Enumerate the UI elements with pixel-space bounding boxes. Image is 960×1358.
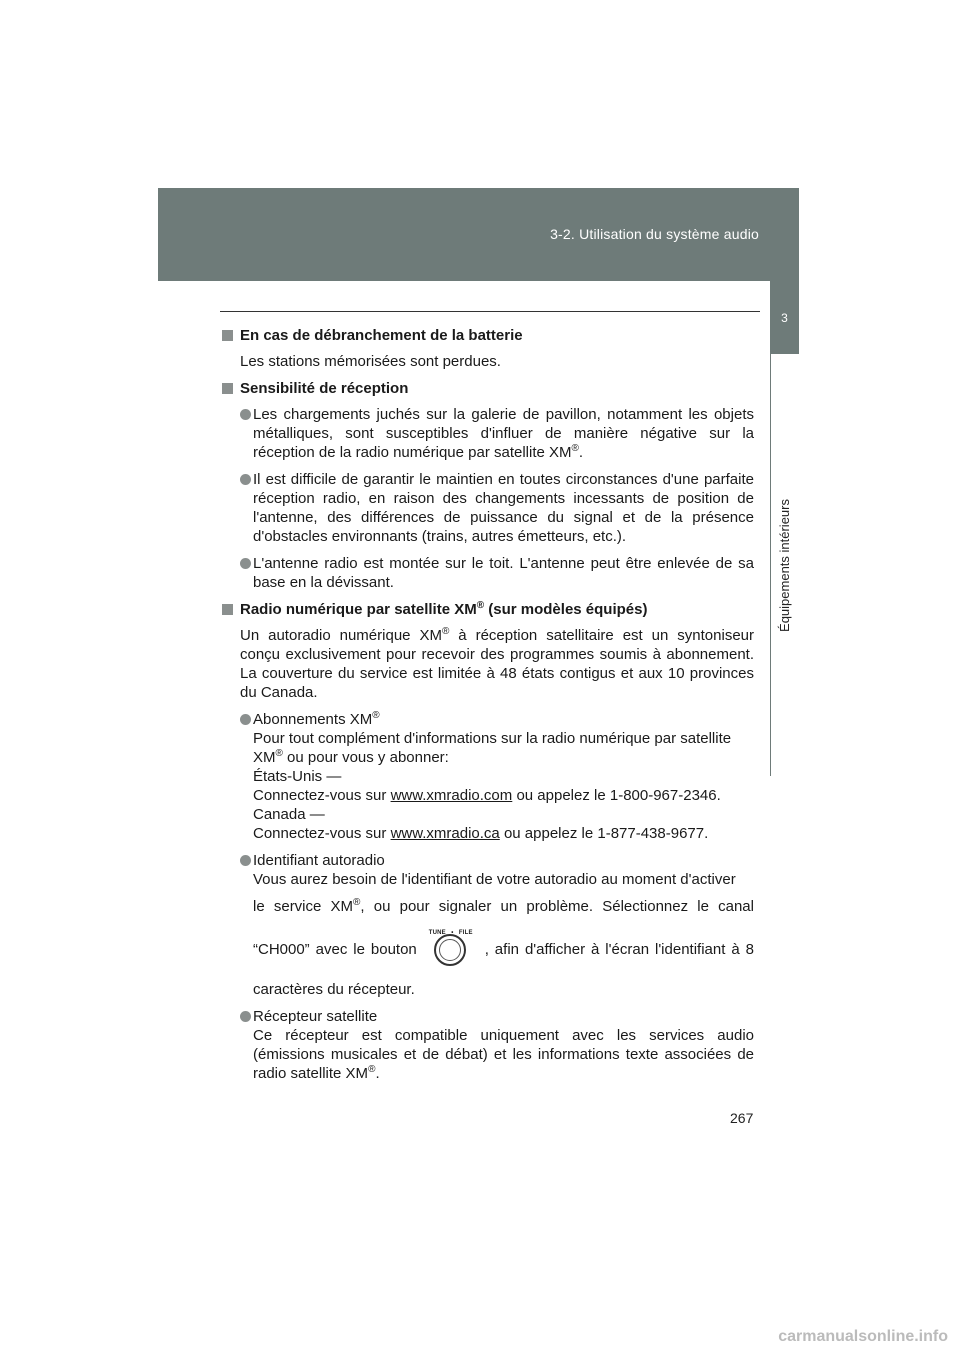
xmradio-com-link[interactable]: www.xmradio.com (390, 787, 513, 804)
xm-radio-id: Identifiant autoradio Vous aurez besoin de l'identifiant de votre autoradio au moment d'activer le service XM®, ou pour signaler un problème. Sélectionnez le canal “CH000” avec le bouton TUNE • FILE , afin d'afficher à l'écran l'identifiant à 8 caractères du récepteur. (240, 851, 754, 999)
square-bullet-icon (222, 330, 233, 341)
round-bullet-icon (240, 474, 251, 485)
header-band (158, 188, 799, 281)
round-bullet-icon (240, 558, 251, 569)
square-bullet-icon (222, 604, 233, 615)
us-label: États-Unis — (253, 768, 342, 785)
heading-battery: En cas de débranchement de la batterie (222, 326, 754, 345)
round-bullet-icon (240, 855, 251, 866)
chapter-label (770, 354, 799, 776)
tune-file-knob-icon: TUNE • FILE (429, 924, 473, 972)
xm-subscriptions: Abonnements XM® Pour tout complément d'informations sur la radio numérique par satellite XM® ou pour vous y abonner: États-Unis — Connectez-vous sur www.xmradio.com ou appelez le 1-800-967-2346. Canada — Connectez-vous sur www.xmradio.ca ou appelez le 1-877-438-9677. (240, 710, 754, 843)
round-bullet-icon (240, 409, 251, 420)
sensitivity-bullet-3: L'antenne radio est montée sur le toit. L'antenne peut être enlevée de sa base en la dévissant. (240, 554, 754, 592)
heading-sensitivity: Sensibilité de réception (222, 379, 754, 398)
round-bullet-icon (240, 1011, 251, 1022)
ca-label: Canada — (253, 806, 325, 823)
square-bullet-icon (222, 383, 233, 394)
battery-text: Les stations mémorisées sont perdues. (240, 353, 501, 370)
round-bullet-icon (240, 714, 251, 725)
xmradio-ca-link[interactable]: www.xmradio.ca (390, 825, 500, 842)
watermark: carmanualsonline.info (778, 1328, 948, 1345)
page-number: 267 (730, 1110, 754, 1126)
chapter-number: 3 (770, 281, 799, 354)
sensitivity-bullet-2: Il est difficile de garantir le maintien en toutes circonstances d'une parfaite réception radio, en raison des changements incessants de position de l'antenne, des différences de puissance du signal et de la présence d'obstacles environnants (trains, autres émetteurs, etc.). (240, 470, 754, 546)
heading-xm: Radio numérique par satellite XM® (sur modèles équipés) (222, 600, 754, 619)
xm-intro: Un autoradio numérique XM® à réception satellitaire est un syntoniseur conçu exclusivement pour recevoir des programmes soumis à abonnement. La couverture du service est limitée à 48 états contigus et aux 10 provinces du Canada. (240, 626, 754, 701)
section-title: 3-2. Utilisation du système audio (550, 226, 759, 242)
top-rule (220, 311, 760, 312)
xm-receiver: Récepteur satellite Ce récepteur est compatible uniquement avec les services audio (émissions musicales et de débat) et les informations texte associées de radio satellite XM®. (240, 1007, 754, 1083)
sensitivity-bullet-1: Les chargements juchés sur la galerie de pavillon, notamment les objets métalliques, sont susceptibles d'influer de manière négative sur la réception de la radio numérique par satellite XM®. (240, 405, 754, 462)
page-content (222, 326, 754, 1091)
chapter-label-text: Équipements intérieurs (777, 498, 792, 632)
